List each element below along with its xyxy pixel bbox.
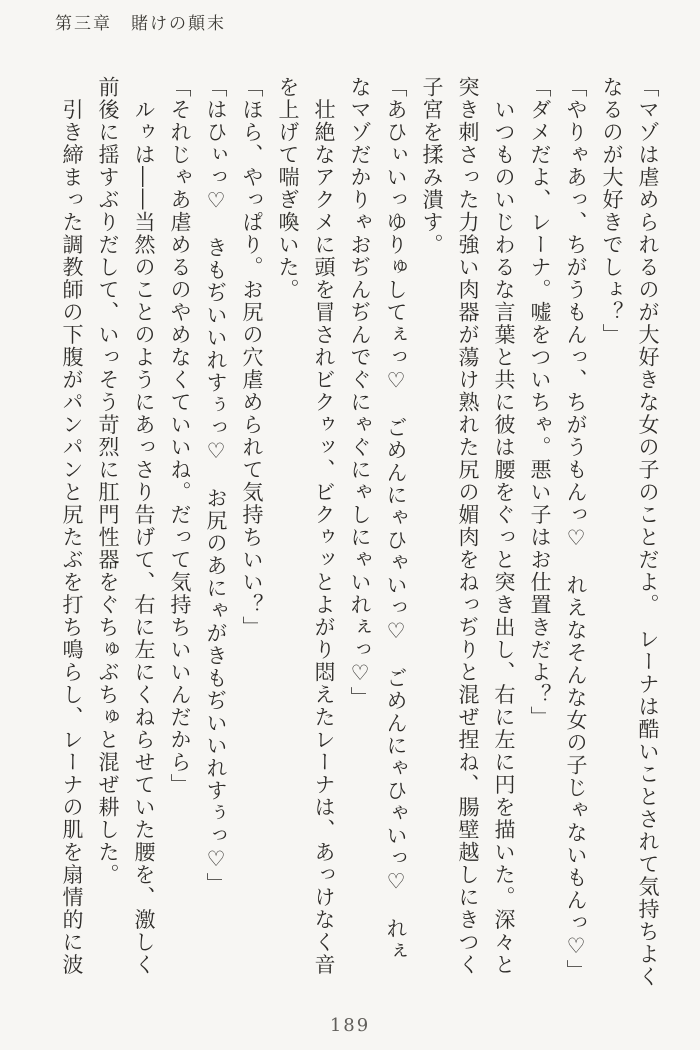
text-line: を上げて喘ぎ喚いた。 bbox=[276, 76, 300, 301]
text-line: 突き刺さった力強い肉器が蕩け熟れた尻の媚肉をねっぢりと混ぜ捏ね、腸壁越しにきつく bbox=[456, 76, 480, 976]
text-line: 壮絶なアクメに頭を冒されビクゥッ、ビクゥッとよがり悶えたレーナは、あっけなく音 bbox=[312, 76, 336, 976]
text-line: 「ほら、やっぱり。お尻の穴虐められて気持ちいい？」 bbox=[240, 76, 264, 639]
text-line: 「やりゃあっ、ちがうもんっ、ちがうもんっ♡ れえなそんな女の子じゃないもんっ♡」 bbox=[564, 76, 588, 982]
page-number: 189 bbox=[329, 1015, 371, 1036]
text-line: 「マゾは虐められるのが大好きな女の子のことだよ。 レーナは酷いことされて気持ちよく bbox=[636, 76, 660, 988]
text-line: 前後に揺すぶりだして、いっそう苛烈に肛門性器をぐちゅぶちゅと混ぜ耕した。 bbox=[96, 76, 120, 886]
text-line: 引き締まった調教師の下腹がパンパンと尻たぶを打ち鳴らし、レーナの肌を扇情的に波 bbox=[60, 76, 84, 976]
text-line: いつものいじわるな言葉と共に彼は腰をぐっと突き出し、右に左に円を描いた。深々と bbox=[492, 76, 516, 976]
text-line: なるのが大好きでしょ？」 bbox=[600, 76, 624, 346]
text-line: ルゥは――当然のことのようにあっさり告げて、右に左にくねらせていた腰を、激しく bbox=[132, 76, 156, 976]
text-line: 「はひぃっ♡ きもぢいいれすぅっ♡ お尻のあにゃがきもぢいいれすぅっ♡」 bbox=[204, 76, 228, 895]
text-line: 子宮を揉み潰す。 bbox=[420, 76, 444, 256]
chapter-header: 第三章 賭けの顛末 bbox=[55, 14, 226, 34]
text-body bbox=[54, 76, 666, 1008]
text-line: なマゾだかりゃおぢんぢんでぐにゃぐにゃしにゃいれぇっ♡」 bbox=[348, 76, 372, 709]
text-line: 「それじゃあ虐めるのやめなくていいね。だって気持ちいいんだから」 bbox=[168, 76, 192, 796]
text-line: 「ダメだよ、レーナ。嘘をついちゃ。悪い子はお仕置きだよ？」 bbox=[528, 76, 552, 729]
text-line: 「あひぃいっゆりゅしてぇっ♡ ごめんにゃひゃいっ♡ ごめんにゃひゃいっ♡ れぇ bbox=[384, 76, 408, 963]
